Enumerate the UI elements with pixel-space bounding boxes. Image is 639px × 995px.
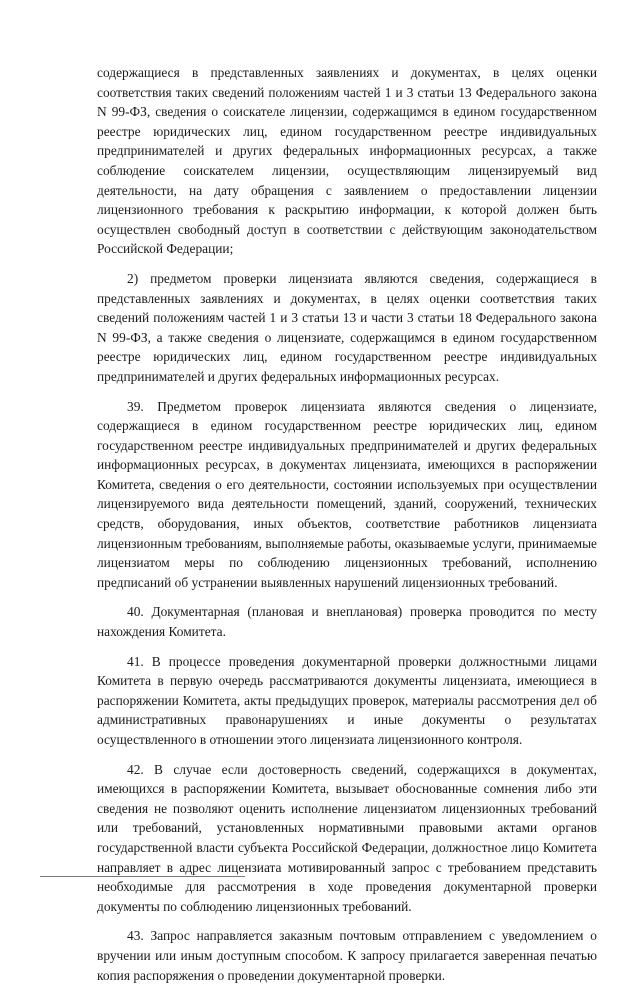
paragraph-40: 40. Документарная (плановая и внеплановая) проверка проводится по месту нахождения Комитета. bbox=[97, 604, 597, 640]
paragraph-42: 42. В случае если достоверность сведений, содержащихся в документах, имеющихся в распоряжении Комитета, вызывает обоснованные сомнения либо эти сведения не позволяют оценить исполнение лицензиатом лицензионных требований или требований, установленных нормативными правовыми актами органов государственной власти субъекта Российской Федерации, должностное лицо Комитета направляет в адрес лицензиата мотивированный запрос с требованием представить необходимые для рассмотрения в ходе проведения документарной проверки документы по соблюдению лицензионных требований. bbox=[97, 761, 597, 914]
paragraph-continuation: содержащиеся в представленных заявлениях и документах, в целях оценки соответствия таких сведений положениям частей 1 и 3 статьи 13 Федерального закона N 99-ФЗ, сведения о соискателе лицензии, содержащимся в едином государственном реестре юридических лиц, едином государственном реестре индивидуальных предпринимателей и других федеральных информационных ресурсах, а также соблюдение соискателем лицензии, осуществляющим лицензируемый вид деятельности, на дату обращения с заявлением о предоставлении лицензии лицензионного требования к раскрытию информации, к которой должен быть осуществлен свободный доступ в соответствии с действующим законодательством Российской Федерации; bbox=[97, 65, 597, 257]
paragraph-43: 43. Запрос направляется заказным почтовым отправлением с уведомлением о вручении или иным доступным способом. К запросу прилагается заверенная печатью копия распоряжения о проведении документарной проверки. bbox=[97, 928, 597, 983]
document-body bbox=[97, 63, 597, 995]
footer-divider bbox=[40, 876, 245, 877]
paragraph-39: 39. Предметом проверок лицензиата являются сведения о лицензиате, содержащиеся в едином государственном реестре юридических лиц, едином государственном реестре индивидуальных предпринимателей и других федеральных информационных ресурсах, в документах лицензиата, имеющихся в распоряжении Комитета, сведения о его деятельности, состоянии используемых при осуществлении лицензируемого вида деятельности помещений, зданий, сооружений, технических средств, оборудования, иных объектов, соответствие работников лицензиата лицензионным требованиям, выполняемые работы, оказываемые услуги, принимаемые лицензиатом меры по соблюдению лицензионных требований, исполнению предписаний об устранении выявленных нарушений лицензионных требований. bbox=[97, 398, 598, 590]
paragraph-41: 41. В процессе проведения документарной проверки должностными лицами Комитета в первую очередь рассматриваются документы лицензиата, имеющиеся в распоряжении Комитета, акты предыдущих проверок, материалы рассмотрения дел об административных правонарушениях и иные документы о результатах осуществленного в отношении этого лицензиата лицензионного контроля. bbox=[97, 653, 597, 747]
paragraph-item-2: 2) предметом проверки лицензиата являются сведения, содержащиеся в представленных заявлениях и документах, в целях оценки соответствия таких сведений положениям частей 1 и 3 статьи 13 и части 3 статьи 18 Федерального закона N 99-ФЗ, а также сведения о лицензиате, содержащимся в едином государственном реестре юридических лиц, едином государственном реестре индивидуальных предпринимателей и других федеральных информационных ресурсах. bbox=[97, 270, 597, 384]
